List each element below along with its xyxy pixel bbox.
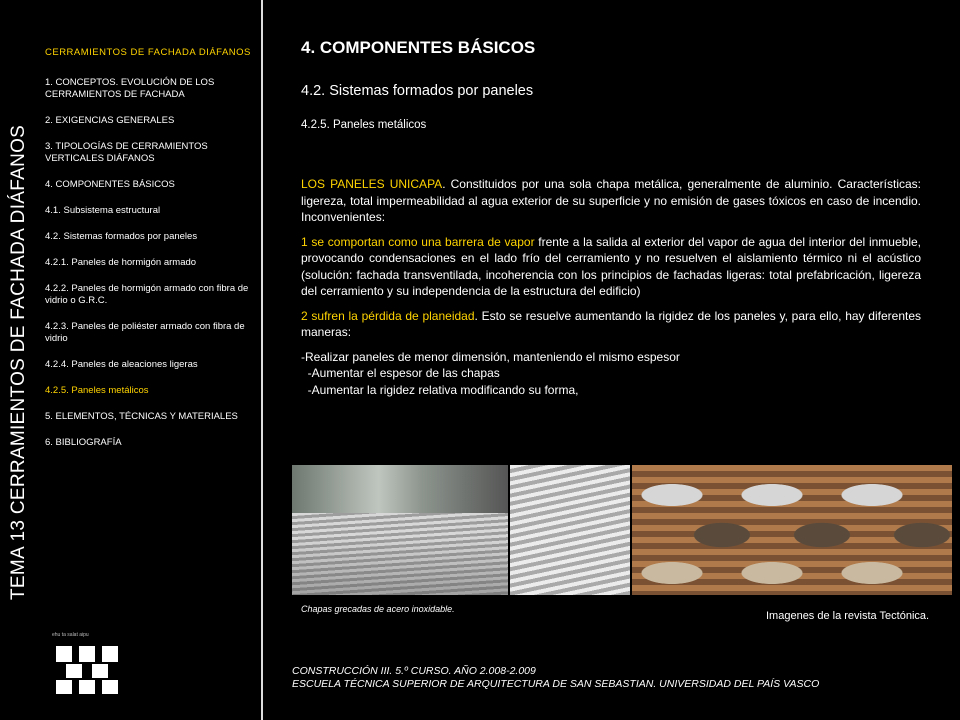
photo-hexagonal-panels <box>632 465 952 595</box>
sidebar-item[interactable]: 3. TIPOLOGÍAS DE CERRAMIENTOS VERTICALES DIÁFANOS <box>45 141 208 164</box>
paragraph-2-text: frente a la salida al exterior del vapor de agua del interior del inmueble, provocando condensaciones en el lado frío del cerramiento y no resuelven el aislamiento térmico ni el acústico (solución: fachada transventilada, incoherencia con los principios de fachadas ligeras: total prefabricación, ligereza del cerramiento y su independencia de la estructura del edificio) <box>301 234 921 298</box>
logo-caption: ehu ta salat aipu <box>52 632 89 638</box>
sidebar-item[interactable]: 4.2.5. Paneles metálicos <box>45 385 149 396</box>
paragraph-3 <box>301 308 921 341</box>
paragraph-2 <box>301 234 921 300</box>
university-logo-icon <box>52 642 122 698</box>
sidebar-item[interactable]: 4.2.2. Paneles de hormigón armado con fibra de vidrio o G.R.C. <box>45 283 249 306</box>
page-subsubheading: 4.2.5. Paneles metálicos <box>301 119 427 131</box>
method-list <box>301 349 921 399</box>
body-text <box>301 176 921 398</box>
caption-right: Imagenes de la revista Tectónica. <box>766 610 930 622</box>
sidebar-item[interactable]: 1. CONCEPTOS. EVOLUCIÓN DE LOS CERRAMIENTOS DE FACHADA <box>45 77 215 100</box>
footer <box>292 665 819 691</box>
sidebar-section-title: CERRAMIENTOS DE FACHADA DIÁFANOS <box>45 47 251 58</box>
list-item: -Realizar paneles de menor dimensión, manteniendo el mismo espesor <box>301 349 680 364</box>
vertical-title: TEMA 13 CERRAMIENTOS DE FACHADA DIÁFANOS <box>8 124 29 600</box>
paragraph-3-text: . Esto se resuelve aumentando la rigidez de los paneles y, para ello, hay diferentes maneras: <box>301 308 921 339</box>
sidebar-item[interactable]: 4.2.3. Paneles de poliéster armado con fibra de vidrio <box>45 321 245 344</box>
paragraph-1-highlight: LOS PANELES UNICAPA <box>301 177 443 191</box>
footer-line-2: ESCUELA TÉCNICA SUPERIOR DE ARQUITECTURA DE SAN SEBASTIAN. UNIVERSIDAD DEL PAÍS VASCO <box>292 678 820 690</box>
photo-facade-building <box>292 465 508 595</box>
page-subheading: 4.2. Sistemas formados por paneles <box>301 83 534 99</box>
sidebar-item[interactable]: 5. ELEMENTOS, TÉCNICAS Y MATERIALES <box>45 411 238 422</box>
university-logo <box>52 632 122 703</box>
sidebar-nav <box>45 46 260 463</box>
list-item: -Aumentar la rigidez relativa modificando su forma, <box>301 382 579 397</box>
sidebar-item[interactable]: 4. COMPONENTES BÁSICOS <box>45 179 175 190</box>
sidebar-item[interactable]: 4.2.4. Paneles de aleaciones ligeras <box>45 359 198 370</box>
paragraph-1-text: . Constituidos por una sola chapa metálica, generalmente de aluminio. Características: ligereza, total impermeabilidad al agua exterior de su superficie y no emisión de gases tóxicos en caso de incendio. Inconvenientes: <box>301 177 921 224</box>
photo-corrugated-panels <box>510 465 630 595</box>
footer-line-1: CONSTRUCCIÓN III. 5.º CURSO. AÑO 2.008-2.009 <box>292 665 536 677</box>
paragraph-3-highlight: 2 sufren la pérdida de planeidad <box>301 308 475 323</box>
sidebar-item[interactable]: 4.2. Sistemas formados por paneles <box>45 231 198 242</box>
paragraph-1 <box>301 176 921 226</box>
sidebar-item[interactable]: 2. EXIGENCIAS GENERALES <box>45 115 175 126</box>
caption-left: Chapas grecadas de acero inoxidable. <box>301 604 455 614</box>
page-heading: 4. COMPONENTES BÁSICOS <box>301 38 536 57</box>
sidebar-divider <box>261 0 263 720</box>
paragraph-2-highlight: 1 se comportan como una barrera de vapor <box>301 234 535 249</box>
sidebar-item[interactable]: 6. BIBLIOGRAFÍA <box>45 437 122 448</box>
list-item: -Aumentar el espesor de las chapas <box>301 366 500 380</box>
sidebar-item[interactable]: 4.1. Subsistema estructural <box>45 205 161 216</box>
sidebar-item[interactable]: 4.2.1. Paneles de hormigón armado <box>45 257 197 268</box>
